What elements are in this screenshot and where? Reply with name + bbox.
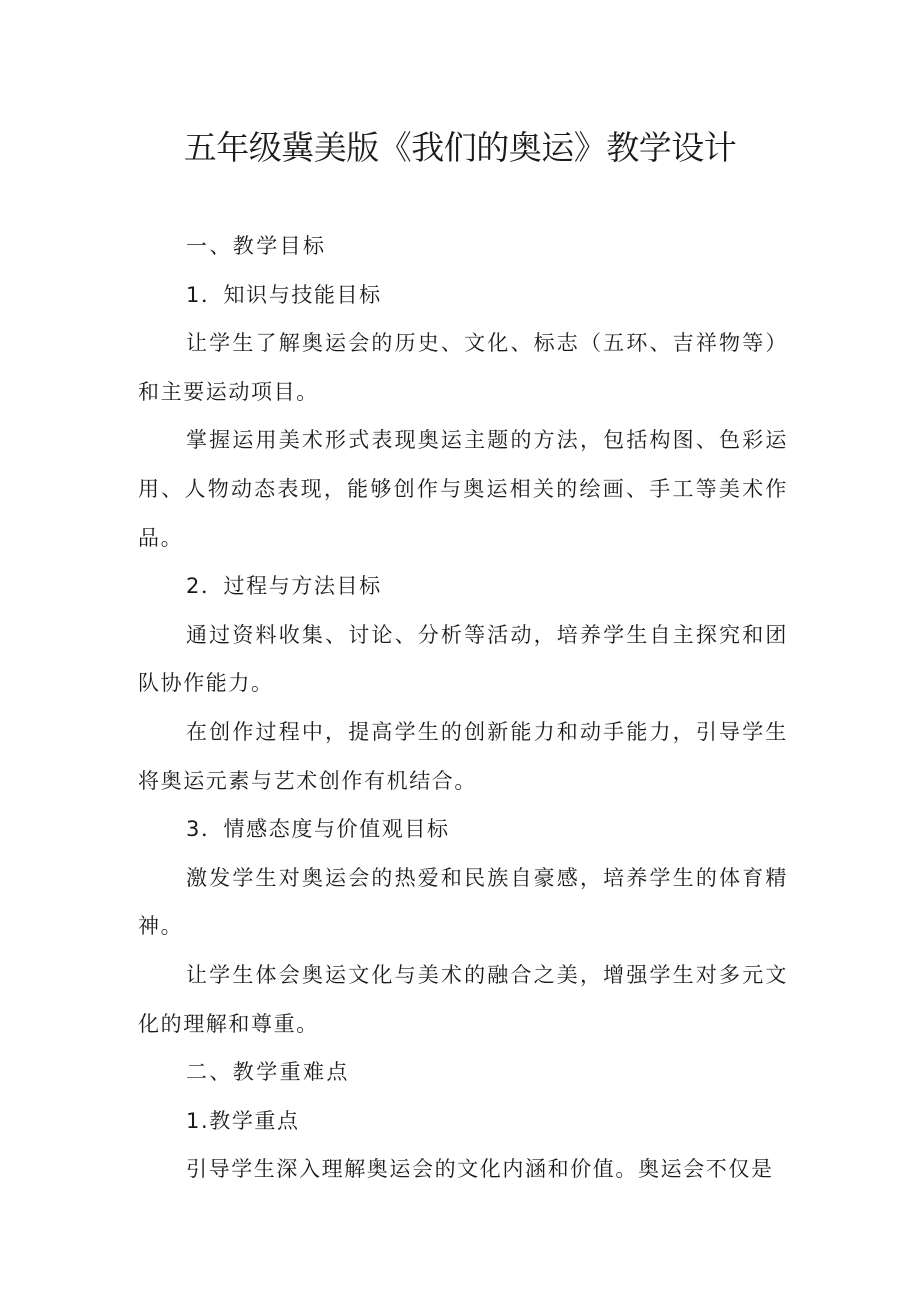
document-title: 五年级冀美版《我们的奥运》教学设计	[183, 128, 737, 167]
subsection-heading: 1．知识与技能目标	[186, 282, 382, 307]
body-paragraph: 让学生了解奥运会的历史、文化、标志（五环、吉祥物等）和主要运动项目。	[138, 331, 788, 404]
subsection-heading: 2．过程与方法目标	[186, 574, 382, 599]
body-paragraph: 引导学生深入理解奥运会的文化内涵和价值。奥运会不仅是	[186, 1157, 774, 1182]
body-paragraph: 通过资料收集、讨论、分析等活动，培养学生自主探究和团队协作能力。	[138, 622, 788, 696]
body-paragraph: 让学生体会奥运文化与美术的融合之美，增强学生对多元文化的理解和尊重。	[138, 962, 788, 1036]
section-heading: 一、教学目标	[186, 234, 327, 258]
section-heading: 二、教学重难点	[186, 1060, 350, 1085]
body-paragraph: 激发学生对奥运会的热爱和民族自豪感，培养学生的体育精神。	[138, 865, 788, 939]
body-paragraph: 掌握运用美术形式表现奥运主题的方法，包括构图、色彩运用、人物动态表现，能够创作与奥运相关的绘画、手工等美术作品。	[138, 428, 788, 550]
subsection-heading: 1.教学重点	[186, 1108, 300, 1133]
body-paragraph: 在创作过程中，提高学生的创新能力和动手能力，引导学生将奥运元素与艺术创作有机结合。	[138, 719, 788, 793]
subsection-heading: 3．情感态度与价值观目标	[186, 817, 450, 842]
document-body	[138, 222, 788, 1194]
